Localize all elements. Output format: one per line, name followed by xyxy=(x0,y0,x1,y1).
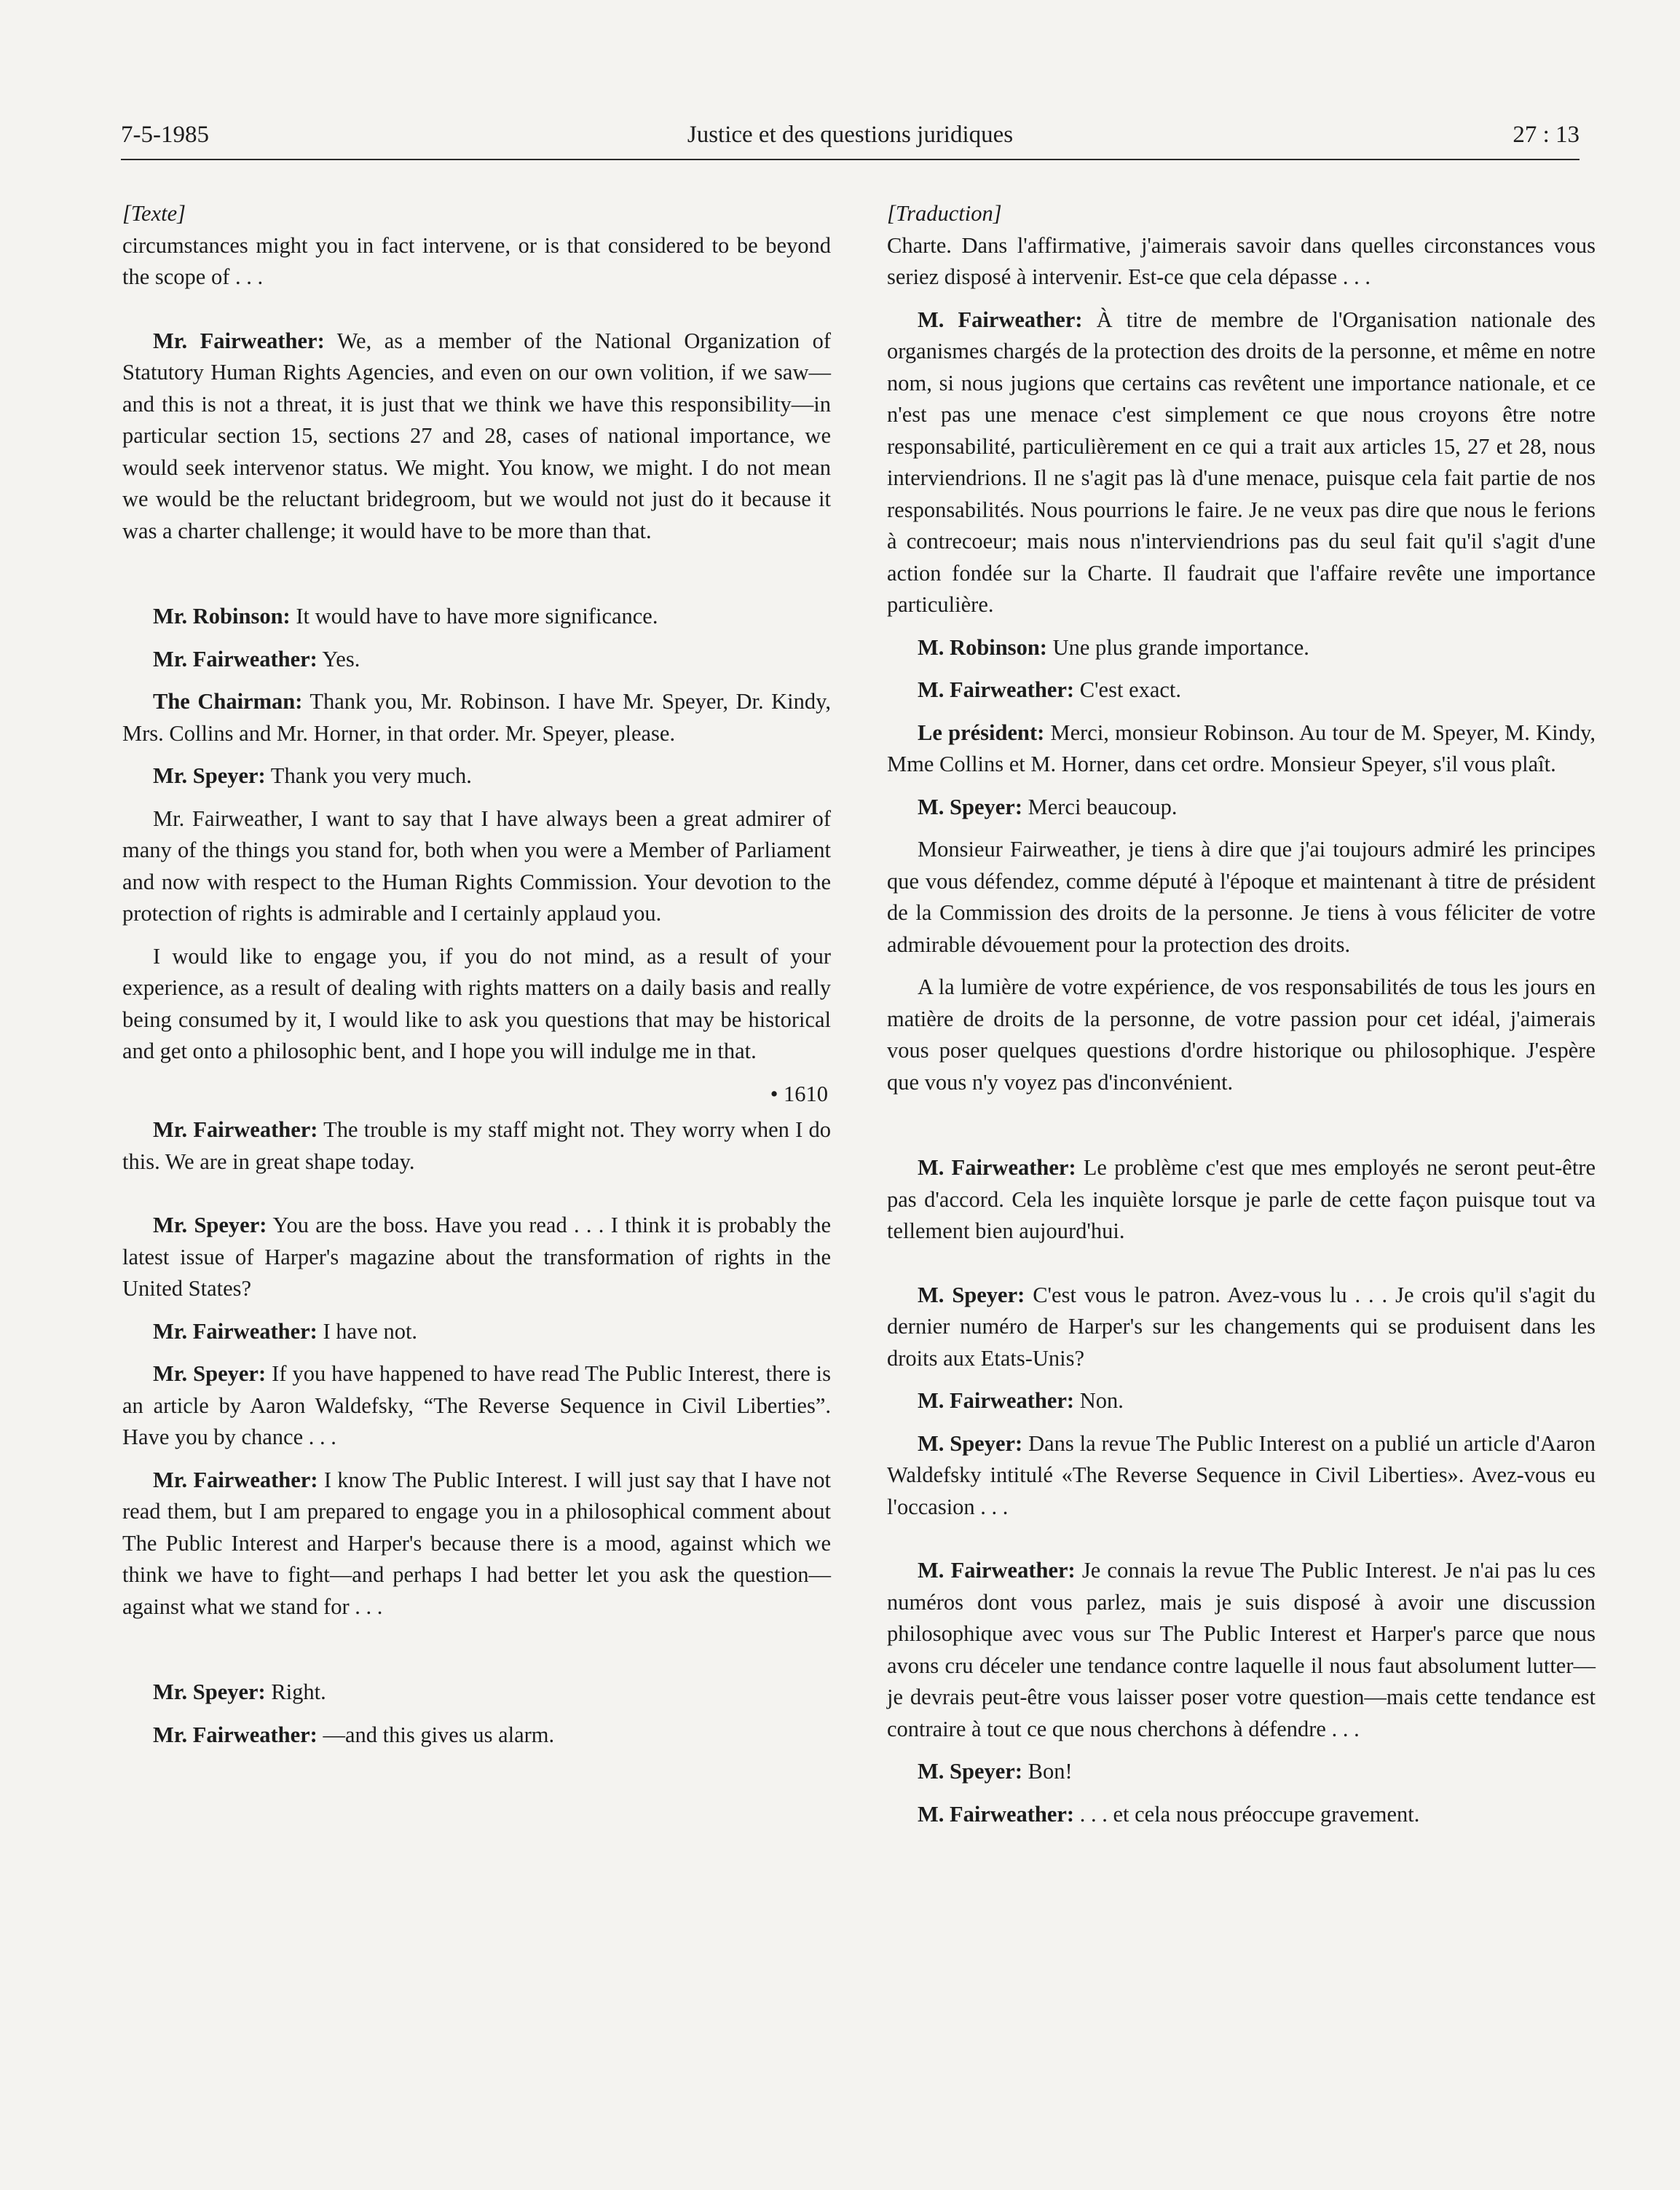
paragraph: Mr. Speyer: You are the boss. Have you read . . . I think it is probably the latest issue of Harper's magazine about the transformation of rights in the United States? xyxy=(122,1213,831,1301)
speaker-name: M. Robinson: xyxy=(918,634,1047,660)
speaker-name: Mr. Fairweather: xyxy=(153,1467,318,1492)
paragraph: Monsieur Fairweather, je tiens à dire que j'ai toujours admiré les principes que vous défendez, comme député à l'époque et maintenant à titre de président de la Commission des droits de la personne. Je tiens à vous féliciter de votre admirable dévouement pour la protection des droits. xyxy=(887,837,1596,957)
paragraph: Mr. Fairweather, I want to say that I have always been a great admirer of many of the things you stand for, both when you were a Member of Parliament and now with respect to the Human Rights Commission. Your devotion to the protection of rights is admirable and I certainly applaud you. xyxy=(122,806,831,926)
speaker-name: M. Fairweather: xyxy=(918,677,1075,702)
paragraph: Le président: Merci, monsieur Robinson. Au tour de M. Speyer, M. Kindy, Mme Collins et M. Horner, dans cet ordre. Monsieur Speyer, s'il vous plaît. xyxy=(887,720,1596,776)
paragraph: M. Fairweather: Je connais la revue The Public Interest. Je n'ai pas lu ces numéros dont vous parlez, mais je suis disposé à avoir une discussion philosophique avec vous sur The Public Interest et Harper's parce que nous avons cru déceler une tendance contre laquelle il nous faut absolument lutter—je devrais peut-être vous laisser poser votre question—mais cette tendance est contraire à tout ce que nous cherchons à défendre . . . xyxy=(887,1558,1596,1741)
header-date: 7-5-1985 xyxy=(121,122,209,148)
paragraph: M. Robinson: Une plus grande importance. xyxy=(918,634,1309,660)
speaker-name: M. Speyer: xyxy=(918,1430,1023,1456)
speaker-name: M. Speyer: xyxy=(918,1282,1025,1307)
speaker-name: Le président: xyxy=(918,720,1045,745)
paragraph: Mr. Fairweather: I have not. xyxy=(153,1318,418,1344)
paragraph: M. Fairweather: Non. xyxy=(918,1388,1124,1413)
speaker-name: Mr. Speyer: xyxy=(153,1361,267,1386)
paragraph: I would like to engage you, if you do not mind, as a result of your experience, as a result of dealing with rights matters on a daily basis and really being consumed by it, I would like to ask you questions that may be historical and get onto a philosophic bent, and I hope you will indulge me in that. xyxy=(122,943,831,1063)
paragraph: Mr. Speyer: If you have happened to have read The Public Interest, there is an article by Aaron Waldefsky, “The Reverse Sequence in Civil Liberties”. Have you by chance . . . xyxy=(122,1361,831,1449)
paragraph: Mr. Fairweather: I know The Public Interest. I will just say that I have not read them, but I am prepared to engage you in a philosophical comment about The Public Interest and Harper's because there is a mood, against which we think we have to fight—and perhaps I had better let you ask the question—against what we stand for . . . xyxy=(122,1467,831,1619)
paragraph: Mr. Speyer: Thank you very much. xyxy=(153,763,472,788)
french-column xyxy=(887,198,1596,1841)
speaker-name: Mr. Fairweather: xyxy=(153,328,325,353)
paragraph: M. Fairweather: Le problème c'est que mes employés ne seront peut-être pas d'accord. Cela les inquiète lorsque je parle de cette façon puisque tout va tellement bien aujourd'hui. xyxy=(887,1155,1596,1243)
paragraph: Mr. Fairweather: —and this gives us alarm. xyxy=(153,1722,555,1747)
speaker-name: The Chairman: xyxy=(153,689,303,714)
header-rule xyxy=(121,159,1580,160)
speaker-name: M. Fairweather: xyxy=(918,307,1083,332)
speaker-name: Mr. Fairweather: xyxy=(153,646,318,671)
paragraph: Mr. Fairweather: We, as a member of the National Organization of Statutory Human Rights Agencies, and even on our own volition, if we saw—and this is not a threat, it is just that we think we have this responsibility—in particular section 15, sections 27 and 28, cases of national importance, we would seek intervenor status. We might. You know, we might. I do not mean we would be the reluctant bridegroom, but we would not just do it because it was a charter challenge; it would have to be more than that. xyxy=(122,328,831,543)
speaker-name: Mr. Robinson: xyxy=(153,604,291,629)
paragraph: M. Speyer: Dans la revue The Public Interest on a publié un article d'Aaron Waldefsky intitulé «The Reverse Sequence in Civil Liberties». Avez-vous eu l'occasion . . . xyxy=(887,1430,1596,1519)
paragraph: M. Fairweather: . . . et cela nous préoccupe gravement. xyxy=(918,1801,1420,1827)
paragraph: Mr. Fairweather: The trouble is my staff might not. They worry when I do this. We are in great shape today. xyxy=(122,1117,831,1174)
paragraph: Charte. Dans l'affirmative, j'aimerais savoir dans quelles circonstances vous seriez disposé à intervenir. Est-ce que cela dépasse . . . xyxy=(887,232,1596,289)
speaker-name: M. Fairweather: xyxy=(918,1801,1075,1827)
paragraph: circumstances might you in fact intervene, or is that considered to be beyond the scope of . . . xyxy=(122,232,831,289)
speaker-name: Mr. Speyer: xyxy=(153,1679,266,1704)
speaker-name: M. Fairweather: xyxy=(918,1558,1076,1583)
speaker-name: Mr. Speyer: xyxy=(153,763,266,788)
speaker-name: M. Speyer: xyxy=(918,1759,1022,1784)
paragraph: The Chairman: Thank you, Mr. Robinson. I have Mr. Speyer, Dr. Kindy, Mrs. Collins and Mr. Horner, in that order. Mr. Speyer, please. xyxy=(122,689,831,746)
header-title: Justice et des questions juridiques xyxy=(687,122,1014,148)
paragraph: M. Speyer: Merci beaucoup. xyxy=(918,794,1178,819)
section-label: [Texte] xyxy=(122,201,186,226)
header-page-number: 27 : 13 xyxy=(1513,122,1580,148)
page-header xyxy=(121,117,1580,153)
speaker-name: Mr. Fairweather: xyxy=(153,1318,318,1344)
english-column xyxy=(122,198,831,1762)
paragraph: M. Fairweather: C'est exact. xyxy=(918,677,1182,702)
paragraph: M. Speyer: Bon! xyxy=(918,1759,1073,1784)
speaker-name: Mr. Fairweather: xyxy=(153,1722,318,1747)
speaker-name: M. Speyer: xyxy=(918,794,1022,819)
speaker-name: M. Fairweather: xyxy=(918,1388,1075,1413)
paragraph: M. Fairweather: À titre de membre de l'Organisation nationale des organismes chargés de la protection des droits de la personne, et même en notre nom, si nous jugions que certains cas revêtent une importance nationale, et ce n'est pas une menace c'est simplement ce que nous croyons être notre responsabilité, particulièrement en ce qui a trait aux articles 15, 27 et 28, nous interviendrions. Il ne s'agit pas là d'une menace, puisque cela fait partie de nos responsabilités. Nous pourrions le faire. Je ne veux pas dire que nous le ferions à contrecoeur; mais nous n'interviendrions pas du seul fait qu'il s'agit d'une action fondée sur la Charte. Il faudrait que l'affaire revête une importance particulière. xyxy=(887,307,1596,617)
paragraph: M. Speyer: C'est vous le patron. Avez-vous lu . . . Je crois qu'il s'agit du dernier numéro de Harper's sur les changements qui se produisent dans les droits aux Etats-Unis? xyxy=(887,1282,1596,1371)
paragraph: Mr. Fairweather: Yes. xyxy=(153,646,360,671)
speaker-name: Mr. Fairweather: xyxy=(153,1117,318,1142)
speaker-name: M. Fairweather: xyxy=(918,1155,1076,1180)
paragraph: A la lumière de votre expérience, de vos responsabilités de tous les jours en matière de droits de la personne, de votre passion pour cet idéal, j'aimerais vous poser quelques questions d'ordre historique ou philosophique. J'espère que vous n'y voyez pas d'inconvénient. xyxy=(887,974,1596,1095)
paragraph: Mr. Speyer: Right. xyxy=(153,1679,326,1704)
time-marker: • 1610 xyxy=(770,1081,828,1106)
section-label: [Traduction] xyxy=(887,201,1002,226)
paragraph: Mr. Robinson: It would have to have more significance. xyxy=(153,604,658,629)
speaker-name: Mr. Speyer: xyxy=(153,1213,267,1237)
